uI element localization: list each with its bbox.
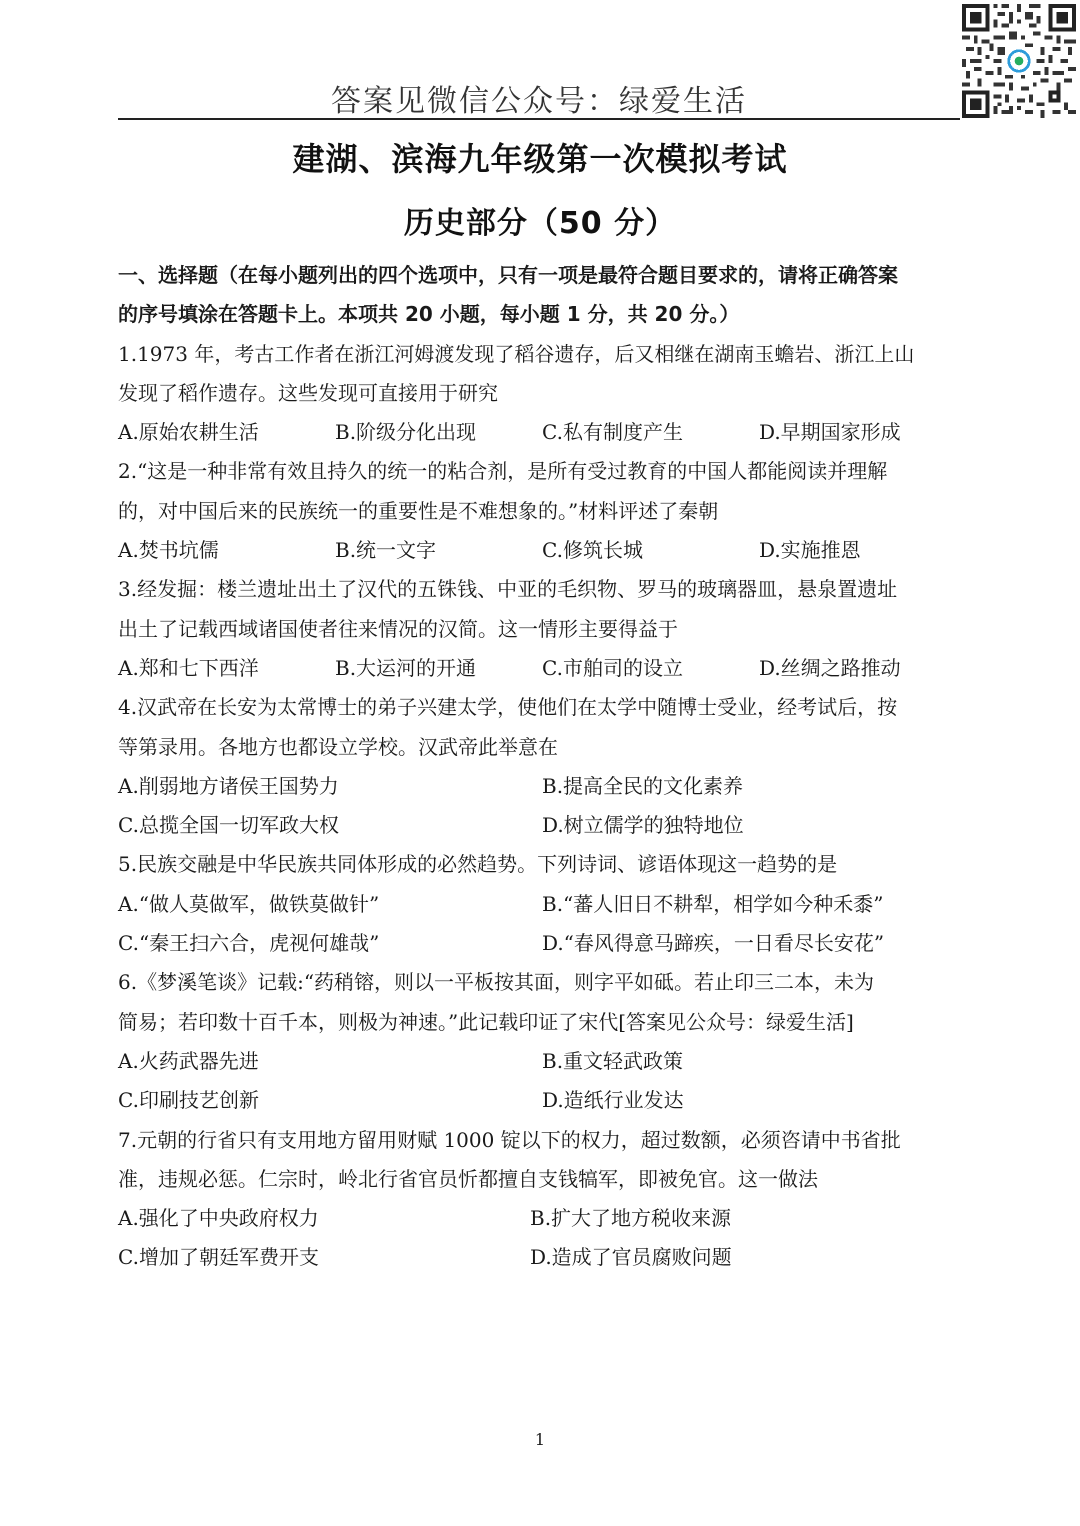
question-2-options bbox=[118, 531, 966, 570]
question-3-stem-line-1: 3.经发掘：楼兰遗址出土了汉代的五铢钱、中亚的毛织物、罗马的玻璃器皿，悬泉置遗址 bbox=[118, 577, 898, 602]
question-4-stem-line-2: 等第录用。各地方也都设立学校。汉武帝此举意在 bbox=[118, 734, 558, 759]
question-5-options-row-1 bbox=[118, 885, 966, 924]
question-3-stem-line-2: 出土了记载西域诸国使者往来情况的汉简。这一情形主要得益于 bbox=[118, 616, 678, 641]
question-4-options-row-1 bbox=[118, 767, 966, 806]
question-7-option-c: C.增加了朝廷军费开支 bbox=[118, 1245, 319, 1270]
question-7-option-a: A.强化了中央政府权力 bbox=[118, 1206, 319, 1231]
question-1-option-b: B.阶级分化出现 bbox=[335, 420, 477, 445]
question-6-options-row-2 bbox=[118, 1081, 966, 1120]
question-1-option-a: A.原始农耕生活 bbox=[118, 420, 259, 445]
question-2-option-c: C.修筑长城 bbox=[542, 538, 643, 563]
section-instructions-line-1: 一、选择题（在每小题列出的四个选项中，只有一项是最符合题目要求的，请将正确答案 bbox=[118, 263, 898, 287]
question-2-option-a: A.焚书坑儒 bbox=[118, 538, 219, 563]
question-7-option-b: B.扩大了地方税收来源 bbox=[530, 1206, 732, 1231]
page-number: 1 bbox=[534, 1430, 546, 1449]
question-2-option-d: D.实施推恩 bbox=[759, 538, 861, 563]
header-divider bbox=[118, 118, 960, 120]
question-3-options bbox=[118, 649, 966, 688]
question-6-option-a: A.火药武器先进 bbox=[118, 1048, 259, 1073]
exam-title: 建湖、滨海九年级第一次模拟考试 bbox=[292, 140, 788, 178]
question-4-stem-line-1: 4.汉武帝在长安为太常博士的弟子兴建太学，使他们在太学中随博士受业，经考试后，按 bbox=[118, 695, 898, 720]
question-7-stem-line-1: 7.元朝的行省只有支用地方留用财赋 1000 锭以下的权力，超过数额，必须咨请中书省批 bbox=[118, 1127, 901, 1152]
question-4-option-c: C.总揽全国一切军政大权 bbox=[118, 813, 339, 838]
question-4-options-row-2 bbox=[118, 806, 966, 845]
question-7-options-row-1 bbox=[118, 1199, 966, 1238]
question-6-options-row-1 bbox=[118, 1042, 966, 1081]
question-5-option-c: C.“秦王扫六合，虎视何雄哉” bbox=[118, 931, 380, 956]
question-1-stem-line-1: 1.1973 年，考古工作者在浙江河姆渡发现了稻谷遗存，后又相继在湖南玉蟾岩、浙江上山 bbox=[118, 341, 915, 366]
question-5-stem-line-1: 5.民族交融是中华民族共同体形成的必然趋势。下列诗词、谚语体现这一趋势的是 bbox=[118, 852, 838, 877]
question-3-option-c: C.市舶司的设立 bbox=[542, 655, 683, 680]
question-4-option-a: A.削弱地方诸侯王国势力 bbox=[118, 773, 339, 798]
question-7-stem-line-2: 准，违规必惩。仁宗时，岭北行省官员忻都擅自支钱犒军，即被免官。这一做法 bbox=[118, 1166, 818, 1191]
section-instructions-line-2: 的序号填涂在答题卡上。本项共 20 小题，每小题 1 分，共 20 分。） bbox=[118, 302, 740, 327]
question-1-option-d: D.早期国家形成 bbox=[759, 420, 901, 445]
question-1-stem-line-2: 发现了稻作遗存。这些发现可直接用于研究 bbox=[118, 380, 498, 405]
question-6-stem-line-1: 6.《梦溪笔谈》记载:“药稍镕，则以一平板按其面，则字平如砥。若止印三二本，未为 bbox=[118, 970, 875, 995]
qr-code-icon bbox=[962, 4, 1076, 118]
question-7-options-row-2 bbox=[118, 1238, 966, 1277]
question-7-option-d: D.造成了官员腐败问题 bbox=[530, 1245, 732, 1270]
exam-subtitle: 历史部分（50 分） bbox=[403, 206, 677, 241]
question-3-option-a: A.郑和七下西洋 bbox=[118, 655, 259, 680]
question-1-option-c: C.私有制度产生 bbox=[542, 420, 683, 445]
question-4-option-d: D.树立儒学的独特地位 bbox=[542, 813, 744, 838]
header-watermark-text: 答案见微信公众号：绿爱生活 bbox=[331, 84, 747, 119]
question-6-stem-line-2: 简易；若印数十百千本，则极为神速。”此记载印证了宋代[答案见公众号：绿爱生活] bbox=[118, 1009, 854, 1034]
question-5-option-b: B.“蕃人旧日不耕犁，相学如今种禾黍” bbox=[542, 891, 884, 916]
question-5-options-row-2 bbox=[118, 924, 966, 963]
question-2-stem-line-1: 2.“这是一种非常有效且持久的统一的粘合剂，是所有受过教育的中国人都能阅读并理解 bbox=[118, 459, 888, 484]
question-3-option-b: B.大运河的开通 bbox=[335, 655, 477, 680]
question-6-option-b: B.重文轻武政策 bbox=[542, 1048, 684, 1073]
question-5-option-a: A.“做人莫做军，做铁莫做针” bbox=[118, 891, 380, 916]
question-1-options bbox=[118, 413, 966, 452]
question-4-option-b: B.提高全民的文化素养 bbox=[542, 773, 744, 798]
question-5-option-d: D.“春风得意马蹄疾，一日看尽长安花” bbox=[542, 931, 885, 956]
question-3-option-d: D.丝绸之路推动 bbox=[759, 655, 901, 680]
question-2-stem-line-2: 的，对中国后来的民族统一的重要性是不难想象的。”材料评述了秦朝 bbox=[118, 498, 719, 523]
question-6-option-c: C.印刷技艺创新 bbox=[118, 1088, 259, 1113]
question-2-option-b: B.统一文字 bbox=[335, 538, 437, 563]
question-content bbox=[118, 256, 966, 1278]
question-6-option-d: D.造纸行业发达 bbox=[542, 1088, 684, 1113]
